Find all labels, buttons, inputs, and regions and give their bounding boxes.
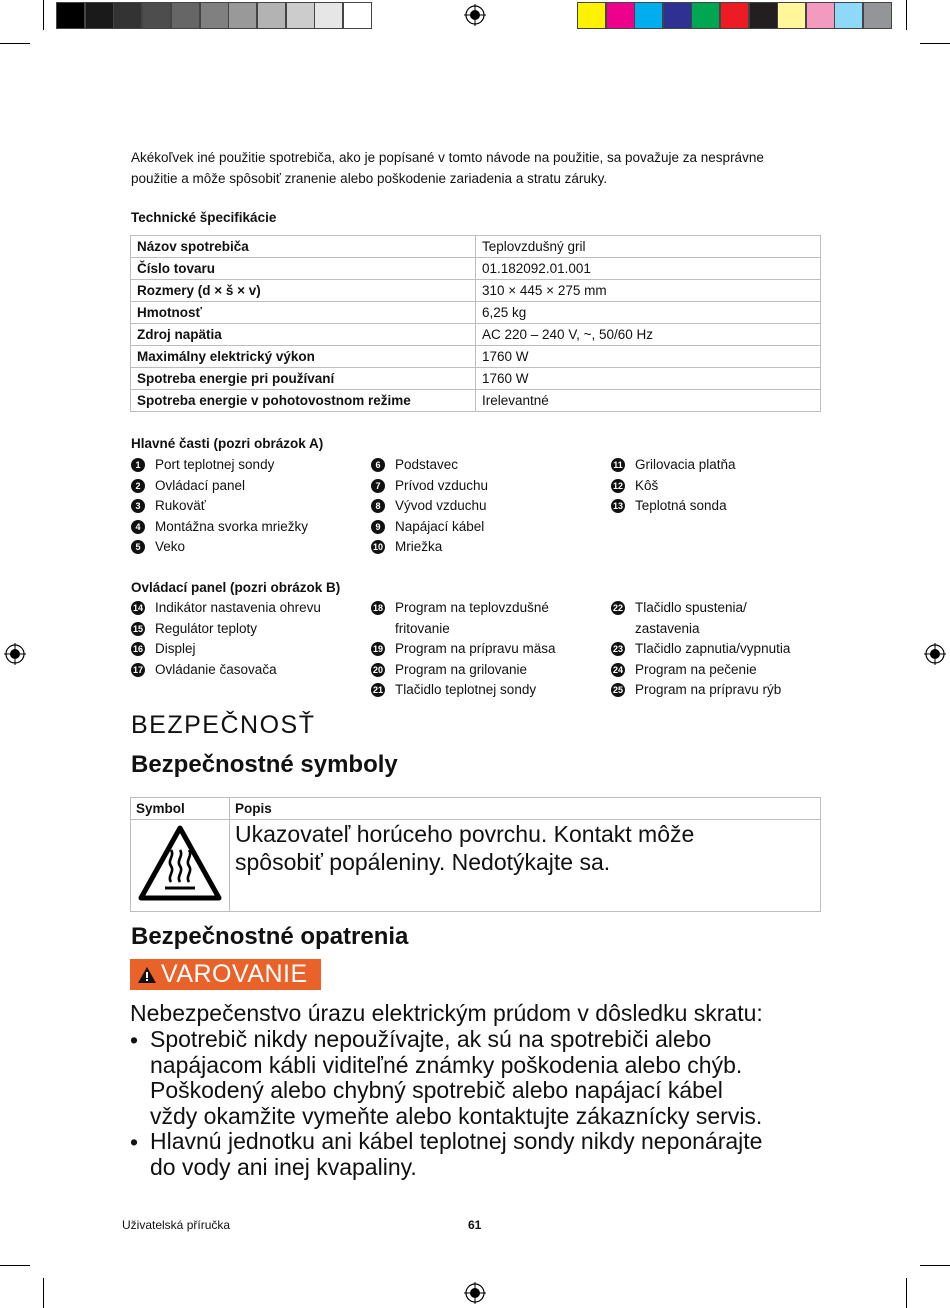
spec-row	[131, 258, 821, 280]
part-label: Program na prípravu mäsa	[395, 641, 556, 656]
spec-key: Zdroj napätia	[131, 324, 476, 346]
color-swatch	[606, 2, 635, 29]
crop-mark	[920, 43, 950, 44]
page-number: 61	[468, 1218, 482, 1232]
color-swatch	[691, 2, 720, 29]
part-label: Veko	[155, 539, 186, 554]
part-label: Vývod vzduchu	[395, 498, 487, 513]
part-number-badge: 16	[132, 644, 143, 654]
crop-mark	[906, 0, 907, 30]
intro-line: Akékoľvek iné použitie spotrebiča, ako je popísané v tomto návode na použitie, sa považuje za nesprávne	[131, 150, 764, 165]
part-number-badge: 5	[131, 540, 145, 554]
registration-mark-icon	[4, 643, 26, 665]
gray-swatch	[286, 2, 315, 29]
specs-title: Technické špecifikácie	[131, 210, 277, 225]
spec-row	[131, 324, 821, 346]
main-parts-title: Hlavné časti (pozri obrázok A)	[131, 436, 324, 451]
control-panel-title: Ovládací panel (pozri obrázok B)	[131, 580, 341, 595]
part-label: Kôš	[635, 477, 659, 493]
color-swatch	[777, 2, 806, 29]
spec-value: 1760 W	[476, 368, 821, 390]
part-number-badge: 21	[372, 685, 383, 695]
gray-swatch	[200, 2, 229, 29]
intro-line: použitie a môže spôsobiť zranenie alebo poškodenie zariadenia a stratu záruky.	[131, 171, 608, 186]
bullet-line: do vody ani inej kvapaliny.	[150, 1153, 417, 1180]
gray-swatch	[171, 2, 200, 29]
spec-key: Spotreba energie pri používaní	[131, 368, 476, 390]
bullet-icon: •	[130, 1129, 139, 1155]
part-number-badge: 18	[372, 603, 383, 613]
crop-mark	[43, 0, 44, 30]
part-label-continued: zastavenia	[635, 620, 700, 636]
part-label: Prívod vzduchu	[395, 477, 489, 493]
part-label: Teplotná sonda	[635, 498, 727, 513]
part-number-badge: 3	[131, 499, 145, 513]
color-swatch	[634, 2, 663, 29]
bullet-line: napájacom kábli viditeľné známky poškodenia alebo chýb.	[150, 1051, 743, 1078]
warning-text: VAROVANIE	[161, 960, 308, 988]
description-line: Ukazovateľ horúceho povrchu. Kontakt môže	[235, 821, 695, 847]
spec-row	[131, 368, 821, 390]
spec-row	[131, 346, 821, 368]
part-label: Napájací kábel	[395, 518, 485, 534]
registration-mark-icon	[464, 4, 486, 26]
symbol-cell	[131, 820, 230, 912]
gray-swatch	[257, 2, 286, 29]
precautions-heading: Bezpečnostné opatrenia	[131, 923, 409, 950]
description-line: spôsobiť popáleniny. Nedotýkajte sa.	[235, 849, 611, 875]
part-label: Ovládací panel	[155, 477, 246, 493]
bullet-line: Spotrebič nikdy nepoužívajte, ak sú na spotrebiči alebo	[150, 1026, 712, 1052]
safety-symbols-heading: Bezpečnostné symboly	[131, 751, 398, 778]
part-label: Tlačidlo spustenia/	[635, 600, 747, 615]
bullet-item	[150, 1027, 762, 1129]
part-number-badge: 14	[132, 603, 143, 613]
description-column-header: Popis	[230, 798, 821, 820]
part-number-badge: 25	[612, 685, 623, 695]
spec-row	[131, 390, 821, 412]
crop-mark	[0, 43, 30, 44]
color-swatch	[806, 2, 835, 29]
part-label: Program na pečenie	[635, 661, 757, 677]
crop-mark	[920, 1265, 950, 1266]
bullet-icon: •	[130, 1027, 139, 1053]
spec-value: 6,25 kg	[476, 302, 821, 324]
spec-value: AC 220 – 240 V, ~, 50/60 Hz	[476, 324, 821, 346]
gray-swatch	[228, 2, 257, 29]
color-swatch	[663, 2, 692, 29]
bullet-line: vždy okamžite vymeňte alebo kontaktujte zákaznícky servis.	[150, 1102, 763, 1129]
part-number-badge: 22	[612, 603, 623, 613]
spec-row	[131, 236, 821, 258]
part-number-badge: 12	[612, 480, 623, 491]
spec-value: 310 × 445 × 275 mm	[476, 280, 821, 302]
part-label-continued: fritovanie	[395, 620, 450, 636]
part-label: Program na grilovanie	[395, 661, 528, 677]
part-label: Tlačidlo teplotnej sondy	[395, 682, 537, 697]
part-label: Montážna svorka mriežky	[155, 518, 309, 534]
gray-swatch	[85, 2, 114, 29]
spec-value: 01.182092.01.001	[476, 258, 821, 280]
part-label: Indikátor nastavenia ohrevu	[155, 600, 321, 615]
color-swatch	[720, 2, 749, 29]
part-number-badge: 23	[612, 644, 623, 654]
part-label: Regulátor teploty	[155, 620, 258, 636]
part-number-badge: 15	[132, 623, 143, 634]
part-number-badge: 17	[132, 664, 143, 675]
part-label: Program na teplovzdušné	[395, 600, 549, 615]
color-swatch	[577, 2, 606, 29]
symbol-table	[130, 797, 821, 912]
gray-swatch	[343, 2, 372, 29]
hot-surface-description	[230, 820, 821, 912]
warning-triangle-icon	[137, 966, 157, 984]
part-number-badge: 8	[371, 499, 385, 513]
part-number-badge: 13	[612, 501, 623, 511]
part-label: Tlačidlo zapnutia/vypnutia	[635, 641, 791, 656]
part-label: Podstavec	[395, 457, 459, 472]
symbol-column-header: Symbol	[131, 798, 230, 820]
spec-row	[131, 280, 821, 302]
spec-key: Hmotnosť	[131, 302, 476, 324]
spec-value: 1760 W	[476, 346, 821, 368]
part-number-badge: 7	[371, 479, 385, 493]
spec-key: Spotreba energie v pohotovostnom režime	[131, 390, 476, 412]
crop-mark	[906, 1278, 907, 1308]
part-number-badge: 10	[372, 542, 383, 552]
gray-swatch	[56, 2, 85, 29]
part-number-badge: 2	[131, 479, 145, 493]
bullet-item	[150, 1129, 762, 1180]
gray-swatch	[142, 2, 171, 29]
color-swatch	[749, 2, 778, 29]
part-label: Rukoväť	[155, 498, 206, 513]
gray-swatch	[314, 2, 343, 29]
hazard-title: Nebezpečenstvo úrazu elektrickým prúdom v dôsledku skratu:	[130, 1000, 763, 1026]
part-label: Mriežka	[395, 539, 443, 554]
part-label: Port teplotnej sondy	[155, 457, 275, 472]
part-number-badge: 1	[131, 458, 145, 472]
gray-swatch	[113, 2, 142, 29]
crop-mark	[43, 1278, 44, 1308]
part-label: Grilovacia platňa	[635, 457, 736, 472]
warning-label	[130, 959, 321, 990]
bullet-line: Poškodený alebo chybný spotrebič alebo napájací kábel	[150, 1077, 723, 1103]
crop-mark	[0, 1265, 30, 1266]
part-number-badge: 9	[371, 520, 385, 534]
hot-surface-warning-icon	[131, 820, 229, 906]
color-swatch	[863, 2, 892, 29]
spec-value: Irelevantné	[476, 390, 821, 412]
part-number-badge: 20	[372, 664, 383, 675]
footer-title: Uživatelská příručka	[122, 1218, 231, 1232]
safety-heading: BEZPEČNOSŤ	[131, 711, 316, 739]
part-number-badge: 19	[372, 644, 383, 654]
color-swatch	[834, 2, 863, 29]
intro-text	[131, 147, 764, 189]
part-number-badge: 4	[131, 520, 145, 534]
spec-key: Maximálny elektrický výkon	[131, 346, 476, 368]
specs-table	[130, 235, 821, 412]
part-label: Ovládanie časovača	[155, 661, 277, 677]
registration-mark-icon	[464, 1282, 486, 1304]
spec-value: Teplovzdušný gril	[476, 236, 821, 258]
spec-row	[131, 302, 821, 324]
part-label: Program na prípravu rýb	[635, 682, 782, 697]
bullet-line: Hlavnú jednotku ani kábel teplotnej sondy nikdy neponárajte	[150, 1128, 763, 1154]
registration-mark-icon	[924, 643, 946, 665]
part-number-badge: 6	[371, 458, 385, 472]
part-number-badge: 24	[612, 664, 623, 675]
spec-key: Názov spotrebiča	[131, 236, 476, 258]
part-label: Displej	[155, 641, 196, 656]
spec-key: Rozmery (d × š × v)	[131, 280, 476, 302]
spec-key: Číslo tovaru	[131, 258, 476, 280]
part-number-badge: 11	[611, 458, 625, 472]
